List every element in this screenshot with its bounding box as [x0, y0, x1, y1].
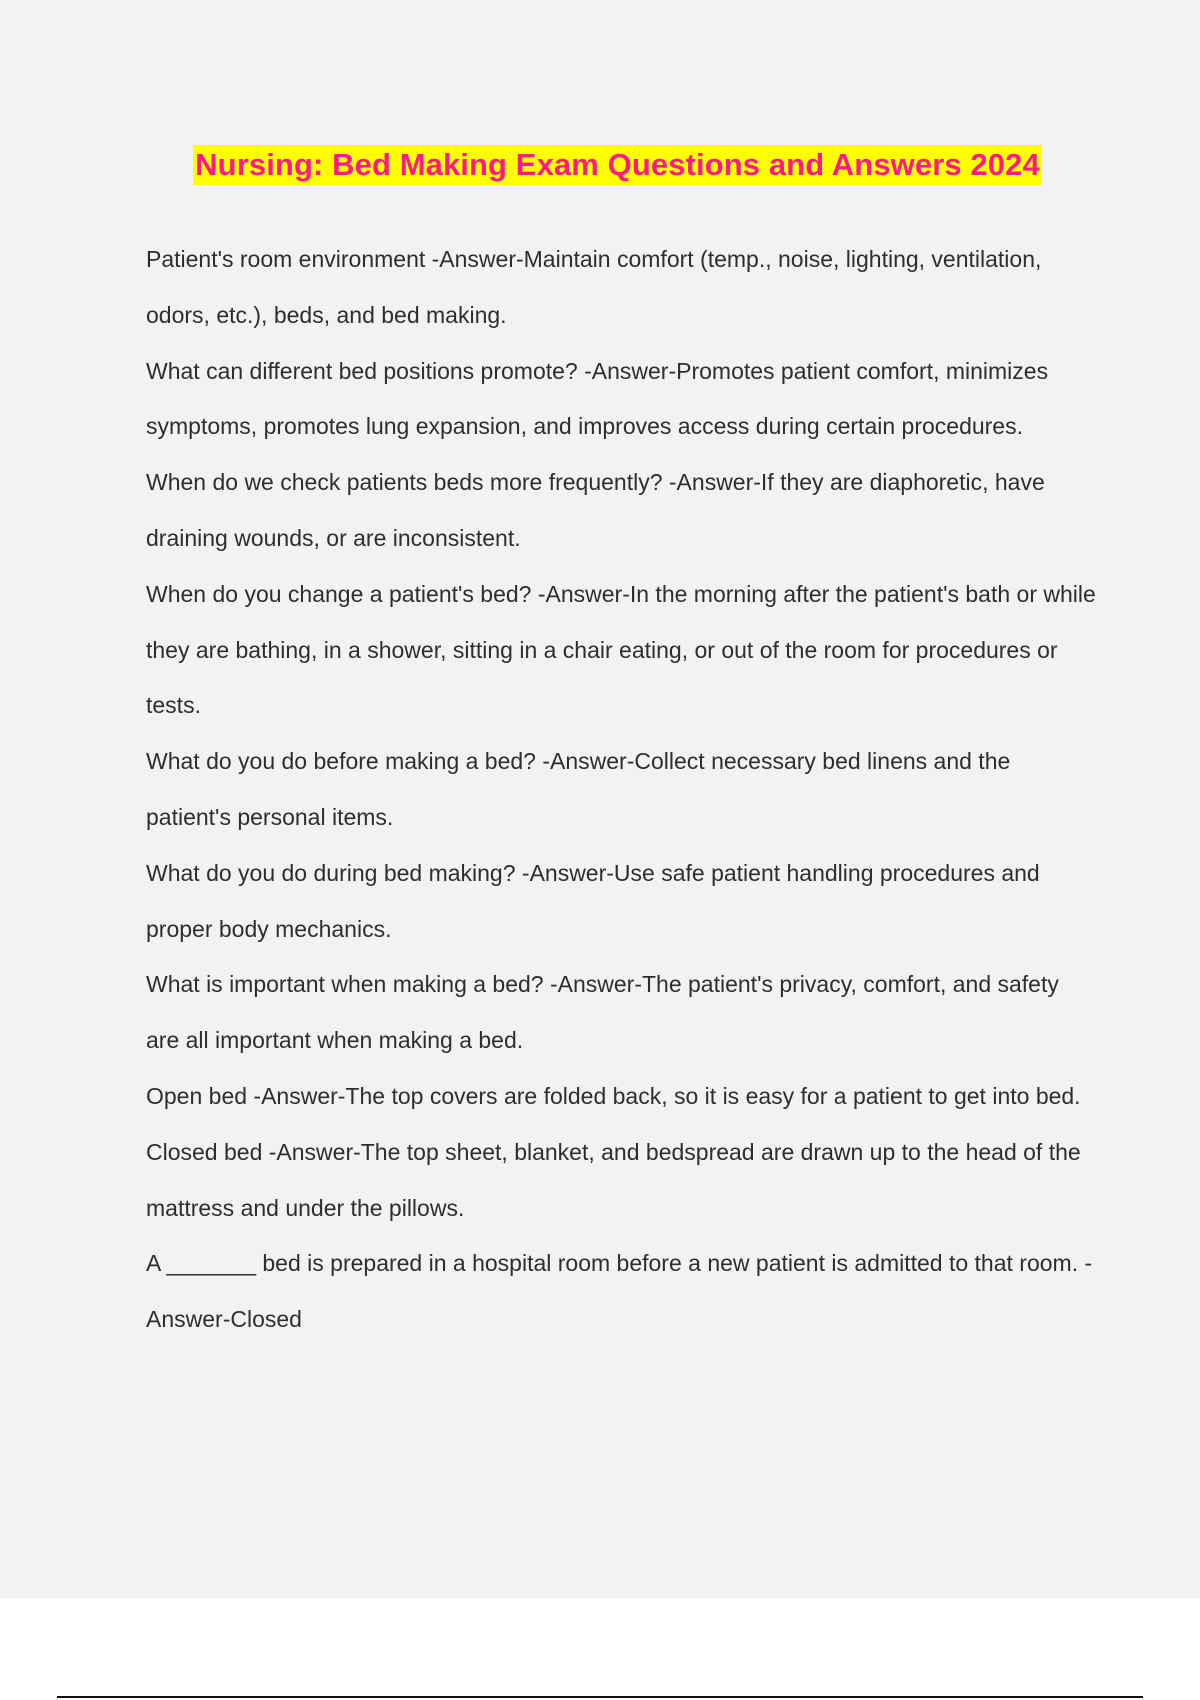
- qa-entry: Patient's room environment -Answer-Maintain comfort (temp., noise, lighting, ventilation, odors, etc.), beds, and bed making.: [146, 246, 1042, 328]
- qa-entry: What can different bed positions promote? -Answer-Promotes patient comfort, minimizes symptoms, promotes lung expansion, and improves access during certain procedures.: [146, 357, 1049, 440]
- qa-entry: When do we check patients beds more frequently? -Answer-If they are diaphoretic, have draining wounds, or are inconsistent.: [146, 469, 1045, 551]
- qa-entry: When do you change a patient's bed? -Answer-In the morning after the patient's bath or while they are bathing, in a shower, sitting in a chair eating, or out of the room for procedures or tests.: [146, 580, 1096, 719]
- qa-entry: What is important when making a bed? -Answer-The patient's privacy, comfort, and safety are all important when making a bed.: [146, 971, 1059, 1054]
- qa-entry: A _______ bed is prepared in a hospital room before a new patient is admitted to that room. -Answer-Closed: [146, 1250, 1093, 1333]
- qa-entry: Open bed -Answer-The top covers are folded back, so it is easy for a patient to get into bed.: [146, 1082, 1081, 1109]
- page-divider: [57, 1696, 1143, 1698]
- title-container: [145, 145, 1090, 185]
- qa-entry: What do you do before making a bed? -Answer-Collect necessary bed linens and the patient's personal items.: [146, 748, 1011, 830]
- qa-list: [146, 232, 1096, 1348]
- qa-entry: What do you do during bed making? -Answer-Use safe patient handling procedures and proper body mechanics.: [146, 859, 1040, 942]
- qa-entry: Closed bed -Answer-The top sheet, blanket, and bedspread are drawn up to the head of the mattress and under the pillows.: [146, 1138, 1081, 1221]
- document-title: Nursing: Bed Making Exam Questions and Answers 2024: [193, 145, 1042, 185]
